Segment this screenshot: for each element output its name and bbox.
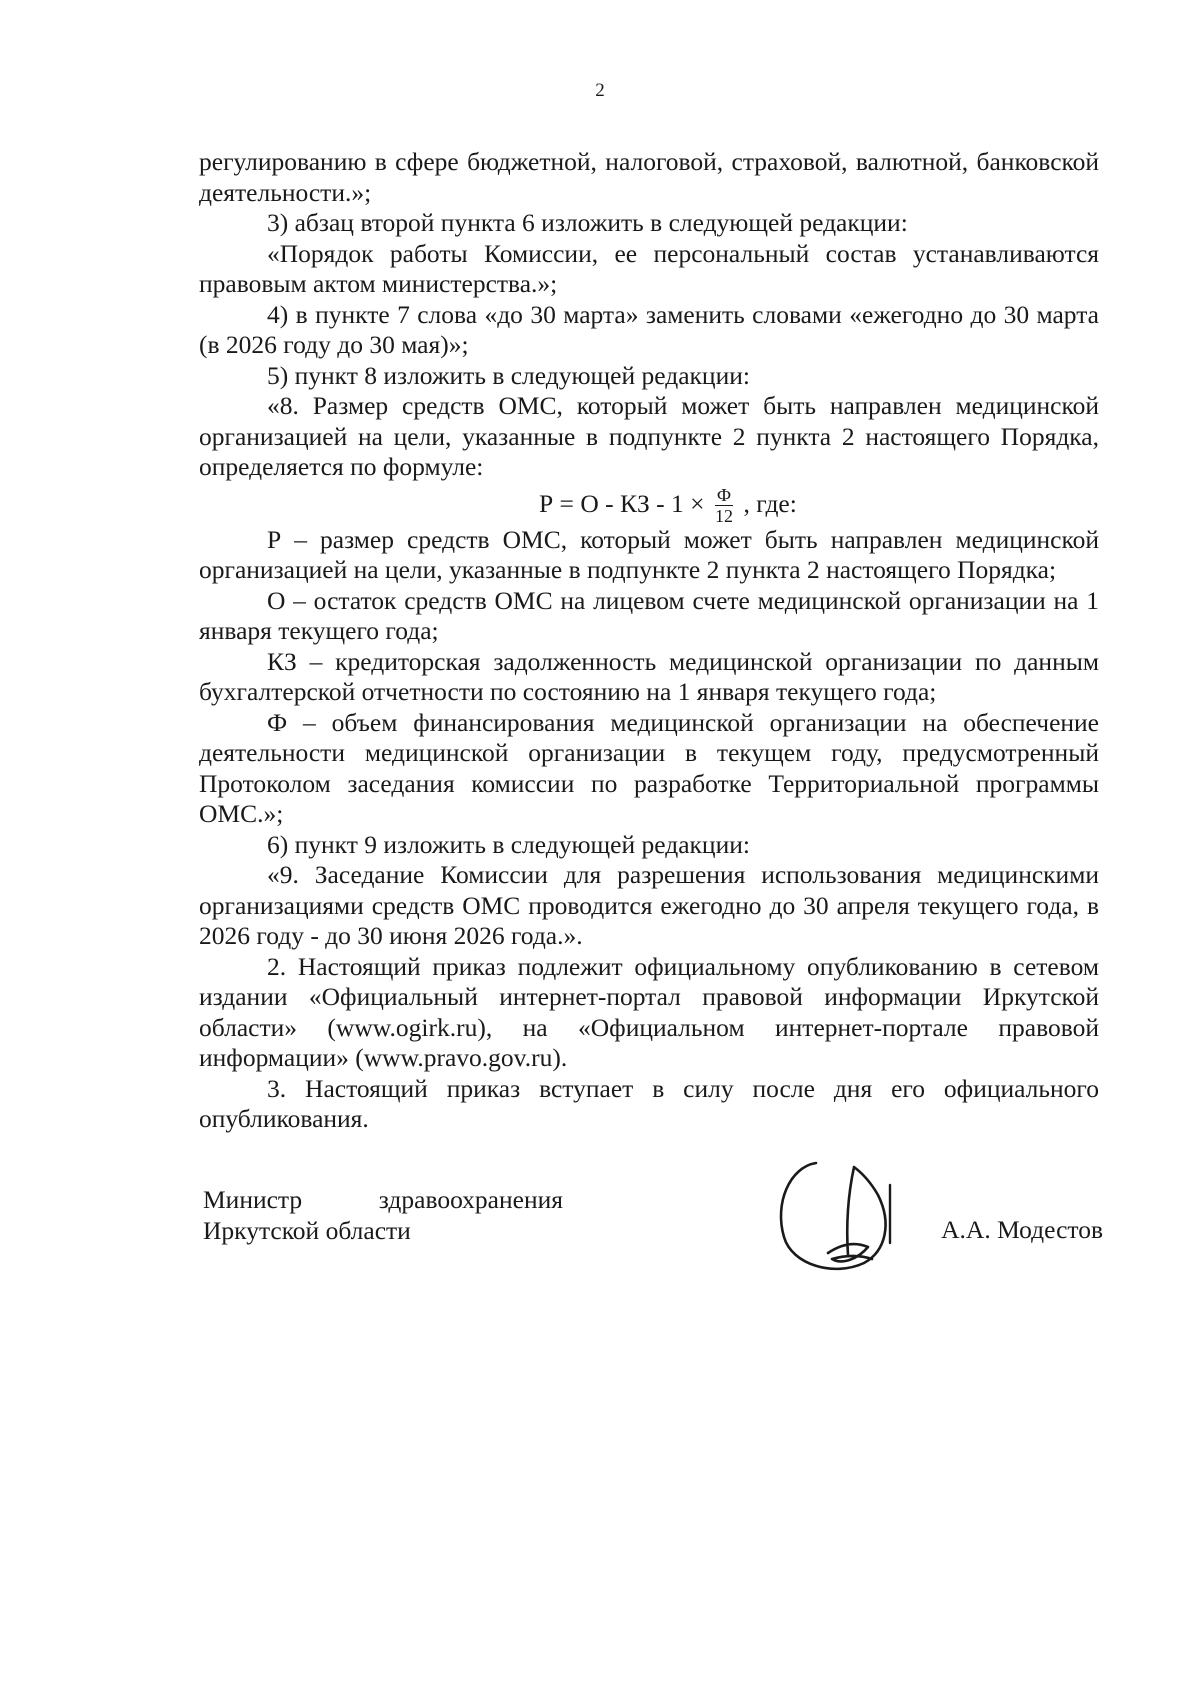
paragraph: 4) в пункте 7 слова «до 30 марта» заменить словами «ежегодно до 30 марта (в 2026 году до 30 мая)»; — [199, 299, 1099, 359]
formula-suffix: , где: — [743, 488, 797, 518]
formula-denominator: 12 — [715, 506, 733, 527]
formula-numerator: Ф — [716, 485, 732, 506]
paragraph: «9. Заседание Комиссии для разрешения использования медицинскими организациями средств ОМС проводится ежегодно до 30 апреля текущего года, в 2026 году - до 30 июня 2026 года.». — [199, 860, 1099, 950]
signatory-name: А.А. Модестов — [941, 1215, 1103, 1244]
paragraph: 5) пункт 8 изложить в следующей редакции: — [267, 360, 750, 390]
document-body — [199, 147, 1099, 1135]
signature-block — [203, 1185, 1103, 1305]
paragraph: регулированию в сфере бюджетной, налоговой, страховой, валютной, банковской деятельности.»; — [199, 147, 1099, 207]
signatory-title — [203, 1185, 563, 1246]
paragraph: 3. Настоящий приказ вступает в силу после дня его официального опубликования. — [199, 1073, 1099, 1133]
paragraph: «Порядок работы Комиссии, ее персональный состав устанавливаются правовым актом министерства.»; — [199, 238, 1099, 298]
signatory-title-word: Министр — [203, 1185, 303, 1214]
definition: КЗ – кредиторская задолженность медицинской организации по данным бухгалтерской отчетности по состоянию на 1 января текущего года; — [199, 646, 1099, 706]
formula-fraction — [715, 486, 733, 525]
formula — [199, 483, 1099, 525]
definition: О – остаток средств ОМС на лицевом счете медицинской организации на 1 января текущего года; — [199, 585, 1099, 645]
signatory-region: Иркутской области — [203, 1215, 411, 1245]
paragraph: «8. Размер средств ОМС, который может быть направлен медицинской организацией на цели, указанные в подпункте 2 пункта 2 настоящего Порядка, определяется по формуле: — [199, 391, 1099, 481]
paragraph: 3) абзац второй пункта 6 изложить в следующей редакции: — [267, 208, 908, 237]
definition: Р – размер средств ОМС, который может быть направлен медицинской организацией на цели, указанные в подпункте 2 пункта 2 настоящего Порядка; — [199, 524, 1099, 584]
handwritten-signature — [768, 1155, 913, 1280]
page-number: 2 — [595, 80, 605, 101]
paragraph: 2. Настоящий приказ подлежит официальному опубликованию в сетевом издании «Официальный интернет-портал правовой информации Иркутской области» (www.ogirk.ru), на «Официальном интернет-портале правовой информации» (www.pravo.gov.ru). — [199, 951, 1099, 1072]
formula-left: Р = О - КЗ - 1 × — [539, 488, 705, 518]
signatory-title-word: здравоохранения — [378, 1185, 563, 1214]
paragraph: 6) пункт 9 изложить в следующей редакции: — [267, 829, 750, 859]
definition: Ф – объем финансирования медицинской организации на обеспечение деятельности медицинской организации в текущем году, предусмотренный Протоколом заседания комиссии по разработке Территориальной программы ОМС.»; — [199, 707, 1099, 828]
